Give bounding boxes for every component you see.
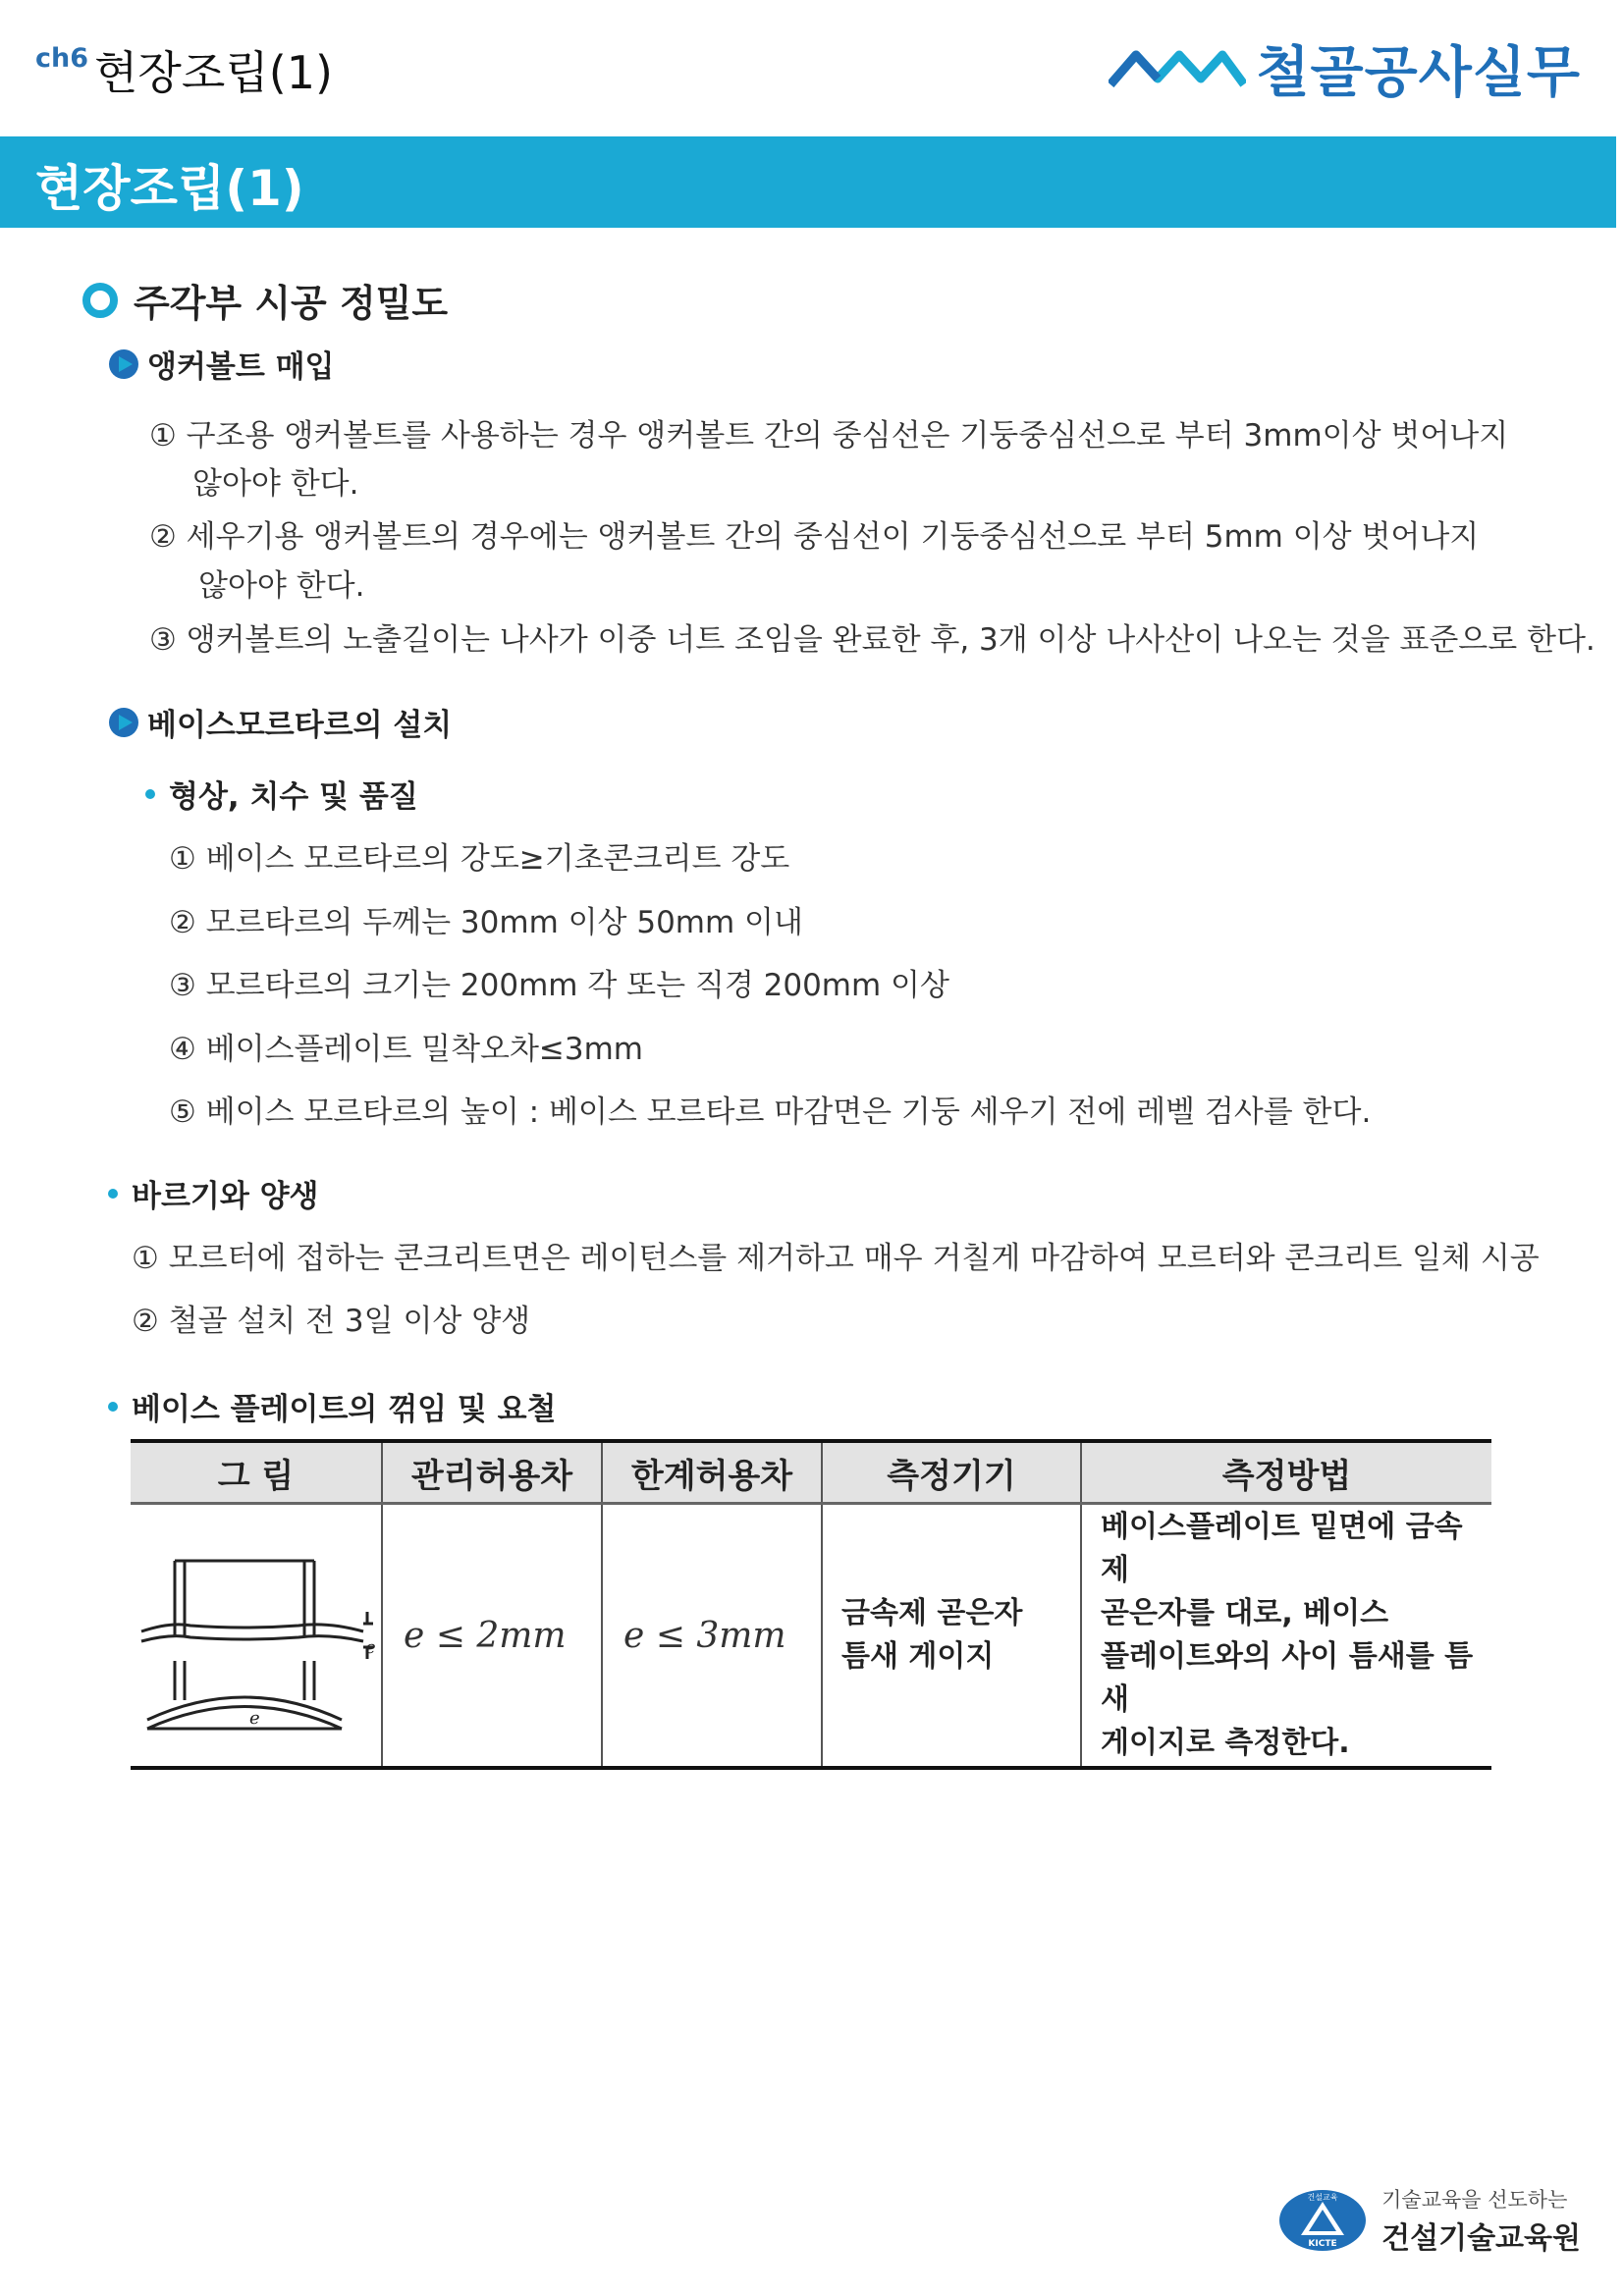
emblem-top-text: 건설교육 [1307, 2193, 1338, 2202]
brand-wave-icon [1109, 49, 1246, 88]
method-line: 플레이트와의 사이 틈새를 틈새 [1101, 1639, 1474, 1717]
tolerance-table [131, 1439, 1491, 1770]
header-mgmt: 관리허용차 [382, 1441, 602, 1504]
shape-item: ④ 베이스플레이트 밀착오차≤3mm [169, 1032, 643, 1067]
bullet-dot-icon [145, 789, 155, 799]
table-header-row [131, 1441, 1491, 1504]
bullet-plate [108, 1384, 556, 1428]
kicte-emblem-icon [1277, 2188, 1368, 2253]
footer-logo [1277, 2184, 1581, 2257]
figure-cell [131, 1504, 382, 1769]
limit-cell [602, 1504, 822, 1769]
anchor-item: ③ 앵커볼트의 노출길이는 나사가 이중 너트 조임을 완료한 후, 3개 이상 나사산이 나오는 것을 표준으로 한다. [149, 622, 1596, 658]
bullet-curing [108, 1171, 318, 1215]
bullet-label: 베이스 플레이트의 꺾임 및 요철 [132, 1392, 557, 1427]
method-cell [1081, 1504, 1491, 1769]
section-title: 주각부 시공 정밀도 [134, 282, 449, 325]
header-figure: 그 림 [131, 1441, 382, 1504]
brand-name: 철골공사실무 [1256, 41, 1581, 105]
anchor-item: 않아야 한다. [198, 568, 365, 604]
anchor-item: ② 세우기용 앵커볼트의 경우에는 앵커볼트 간의 중심선이 기둥중심선으로 부터 5mm 이상 벗어나지 [149, 519, 1480, 555]
subheading-label: 베이스모르타르의 설치 [147, 708, 453, 743]
shape-item: ⑤ 베이스 모르타르의 높이 : 베이스 모르타르 마감면은 기둥 세우기 전에 레벨 검사를 한다. [169, 1095, 1372, 1130]
shape-item: ② 모르타르의 두께는 30mm 이상 50mm 이내 [169, 905, 803, 940]
base-plate-diagram [132, 1527, 377, 1739]
bullet-shape [145, 772, 418, 816]
subheading-label: 앵커볼트 매입 [147, 349, 335, 385]
shape-item: ① 베이스 모르타르의 강도≥기초콘크리트 강도 [169, 841, 790, 877]
e-label: e [365, 1637, 376, 1658]
header-device: 측정기기 [822, 1441, 1081, 1504]
method-line: 게이지로 측정한다. [1101, 1726, 1350, 1760]
curing-item: ② 철골 설치 전 3일 이상 양생 [132, 1304, 531, 1339]
play-arrow-icon [108, 707, 139, 738]
anchor-item: ① 구조용 앵커볼트를 사용하는 경우 앵커볼트 간의 중심선은 기둥중심선으로 부터 3mm이상 벗어나지 [149, 418, 1509, 454]
mgmt-value: e ≤ 2mm [404, 1615, 567, 1656]
subheading-anchor [108, 342, 334, 386]
header-limit: 한계허용차 [602, 1441, 822, 1504]
mgmt-cell [382, 1504, 602, 1769]
device-cell [822, 1504, 1081, 1769]
ring-bullet-icon [82, 283, 118, 318]
table-row [131, 1504, 1491, 1769]
method-line: 베이스플레이트 밑면에 금속제 [1101, 1510, 1463, 1587]
device-line: 금속제 곧은자 [841, 1596, 1023, 1630]
subheading-base-mortar [108, 700, 452, 744]
bullet-dot-icon [108, 1402, 118, 1412]
emblem-bottom-text: KICTE [1308, 2239, 1337, 2249]
curing-item: ① 모르터에 접하는 콘크리트면은 레이턴스를 제거하고 매우 거칠게 마감하여 모르터와 콘크리트 일체 시공 [132, 1241, 1540, 1276]
shape-item: ③ 모르타르의 크기는 200mm 각 또는 직경 200mm 이상 [169, 968, 949, 1003]
footer-tagline: 기술교육을 선도하는 [1381, 2188, 1568, 2212]
bullet-dot-icon [108, 1189, 118, 1199]
section-heading [82, 273, 448, 327]
anchor-item: 않아야 한다. [192, 466, 359, 502]
page-title: 현장조립(1) [94, 46, 333, 99]
brand-logo [1109, 29, 1581, 108]
banner-title: 현장조립(1) [35, 160, 304, 217]
method-line: 곧은자를 대로, 베이스 [1101, 1596, 1389, 1630]
header-method: 측정방법 [1081, 1441, 1491, 1504]
e-label-bottom: e [249, 1708, 260, 1729]
limit-value: e ≤ 3mm [623, 1615, 786, 1656]
bullet-label: 바르기와 양생 [132, 1179, 319, 1214]
play-arrow-icon [108, 348, 139, 380]
bullet-label: 형상, 치수 및 품질 [169, 779, 418, 815]
footer-org: 건설기술교육원 [1381, 2221, 1581, 2256]
device-line: 틈새 게이지 [841, 1639, 995, 1674]
chapter-label: ch6 [35, 43, 89, 74]
